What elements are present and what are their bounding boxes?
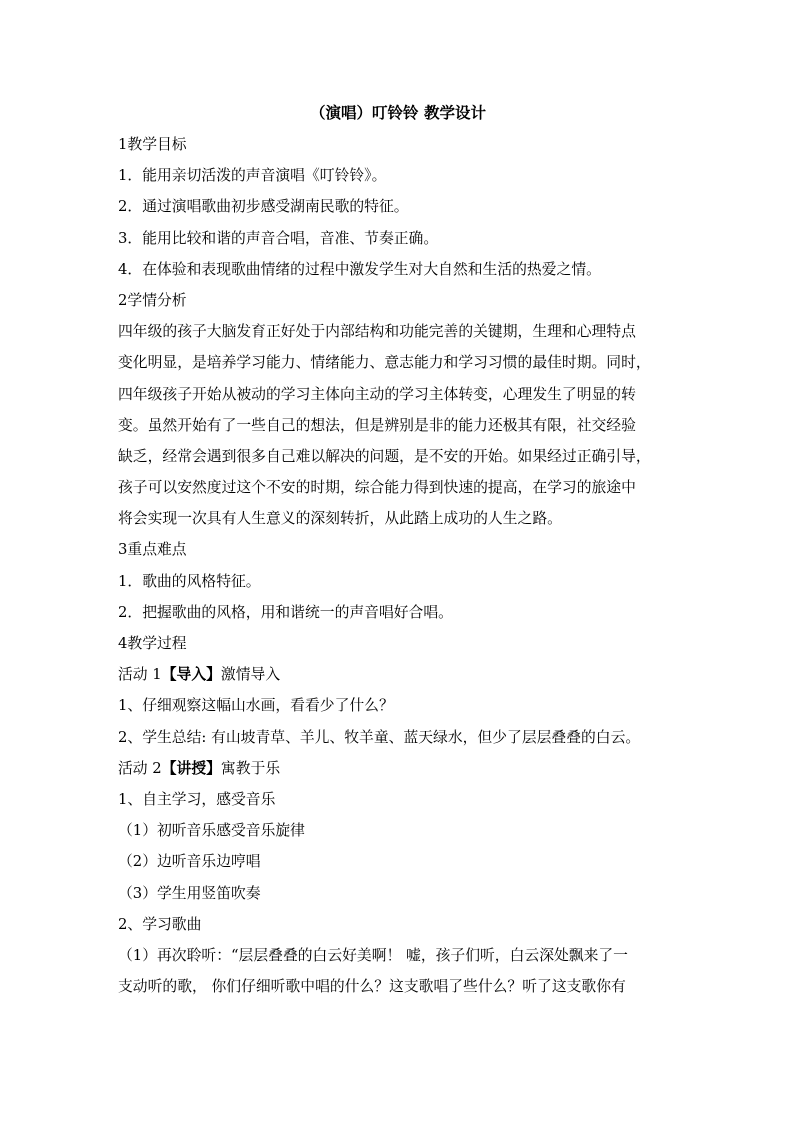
- objective-item: 3．能用比较和谐的声音合唱，音准、节奏正确。: [118, 229, 439, 247]
- analysis-line: 缺乏，经常会遇到很多自己难以解决的问题，是不安的开始。如果经过正确引导，: [118, 447, 651, 465]
- activity-step: 1、自主学习，感受音乐: [118, 790, 276, 808]
- activity-step: 2、学生总结: 有山坡青草、羊儿、牧羊童、蓝天绿水，但少了层层叠叠的白云。: [118, 728, 641, 746]
- analysis-line: 变。虽然开始有了一些自己的想法，但是辨别是非的能力还极其有限，社交经验: [118, 416, 636, 434]
- key-point-item: 1．歌曲的风格特征。: [118, 572, 261, 590]
- activity-name: 激情导入: [220, 666, 281, 684]
- activity-step: （2）边听音乐边哼唱: [118, 853, 261, 871]
- activity-step: （3）学生用竖笛吹奏: [118, 884, 261, 902]
- document-title: （演唱）叮铃铃 教学设计: [310, 103, 486, 122]
- analysis-line: 孩子可以安然度过这个不安的时期，综合能力得到快速的提高，在学习的旅途中: [118, 479, 636, 497]
- section-heading-objectives: 1教学目标: [118, 136, 187, 153]
- section-heading-key-points: 3重点难点: [118, 541, 187, 559]
- objective-item: 2．通过演唱歌曲初步感受湖南民歌的特征。: [118, 198, 409, 216]
- analysis-line: 四年级孩子开始从被动的学习主体向主动的学习主体转变，心理发生了明显的转: [118, 385, 636, 403]
- section-heading-analysis: 2学情分析: [118, 291, 187, 309]
- activity-step: 2、学习歌曲: [118, 915, 202, 933]
- analysis-line: 变化明显，是培养学习能力、情绪能力、意志能力和学习习惯的最佳时期。同时，: [118, 354, 651, 372]
- activity-prefix: 活动 2: [118, 759, 162, 777]
- activity-step: 1、仔细观察这幅山水画，看看少了什么？: [118, 697, 394, 715]
- activity-tag: 【导入】: [161, 666, 221, 684]
- activity-prefix: 活动 1: [118, 666, 162, 684]
- key-point-item: 2．把握歌曲的风格，用和谐统一的声音唱好合唱。: [118, 603, 453, 621]
- objective-item: 4．在体验和表现歌曲情绪的过程中激发学生对大自然和生活的热爱之情。: [118, 260, 601, 278]
- activity-heading-1: [118, 659, 678, 690]
- document-body: [118, 98, 678, 1002]
- activity-heading-2: [118, 753, 678, 784]
- analysis-line: 将会实现一次具有人生意义的深刻转折，从此踏上成功的人生之路。: [118, 510, 562, 528]
- activity-tag: 【讲授】: [161, 759, 221, 777]
- analysis-line: 四年级的孩子大脑发育正好处于内部结构和功能完善的关键期，生理和心理特点: [118, 323, 636, 341]
- activity-step: （1）初听音乐感受音乐旋律: [118, 822, 305, 840]
- activity-step-text: （1）再次聆听：“层层叠叠的白云好美啊！ 嘘，孩子们听，白云深处飘来了一: [118, 946, 628, 964]
- activity-step-text: 支动听的歌， 你们仔细听歌中唱的什么？这支歌唱了些什么？听了这支歌你有: [118, 978, 626, 996]
- section-heading-process: 4教学过程: [118, 635, 187, 652]
- objective-item: 1．能用亲切活泼的声音演唱《叮铃铃》。: [118, 167, 387, 185]
- activity-name: 寓教于乐: [220, 759, 281, 777]
